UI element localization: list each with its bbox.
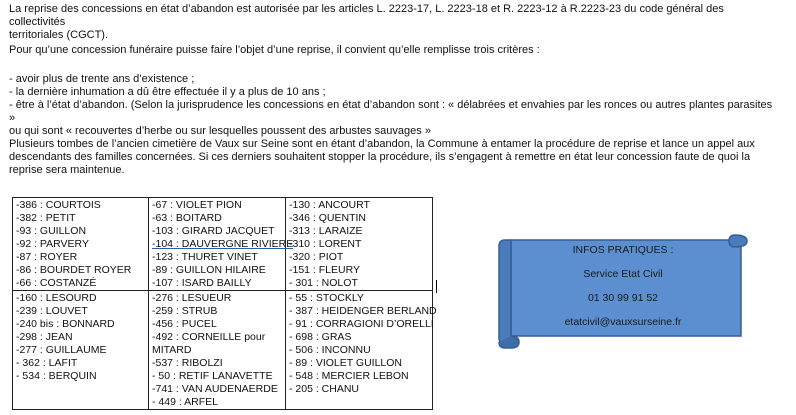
infos-scroll-box — [495, 232, 751, 351]
criteria-item: - être à l’état d’abandon. (Selon la jurisprudence les concessions en état d’abandon sont : « délabrées et envahies par les ronces ou autres plantes parasites » — [9, 99, 773, 124]
grave-entry: -456 : PUCEL — [152, 318, 217, 330]
grave-entry: -386 : COURTOIS — [16, 199, 101, 211]
table-cell — [149, 291, 286, 410]
grave-entry: -277 : GUILLAUME — [16, 344, 107, 356]
text-line: descendants des familles concernées. Si ces derniers souhaitent stopper la procédure, ils s’engagent à remettre en état leur concession faute de quoi la — [9, 151, 751, 163]
text-line: territoriales (CGCT). — [9, 29, 109, 41]
scroll-roll-top — [729, 235, 747, 247]
grave-entry: - 50 : RETIF LANAVETTE — [152, 370, 273, 382]
grave-entry: -107 : ISARD BAILLY — [152, 277, 252, 289]
grave-entry: - 506 : INCONNU — [289, 344, 371, 356]
grave-entry: - 387 : HEIDENGER BERLAND — [289, 305, 437, 317]
table-cell — [286, 198, 433, 291]
grave-entry: -92 : PARVERY — [16, 238, 89, 250]
grave-entry: -310 : LORENT — [289, 238, 362, 250]
grave-entry: - 91 : CORRAGIONI D’ORELLI — [289, 318, 434, 330]
grave-entry: -63 : BOITARD — [152, 212, 222, 224]
grave-entry: - 362 : LAFIT — [16, 357, 78, 369]
grave-entry: -240 bis : BONNARD — [16, 318, 115, 330]
grave-entry: -66 : COSTANZÉ — [16, 277, 97, 289]
grave-entry: -239 : LOUVET — [16, 305, 88, 317]
criteria-intro-paragraph — [9, 44, 779, 57]
grave-entry: - 449 : ARFEL — [152, 396, 218, 408]
grave-entry: - 89 : VIOLET GUILLON — [289, 357, 403, 369]
intro-paragraph — [9, 3, 779, 42]
text-cursor — [436, 280, 437, 293]
grave-entry: -346 : QUENTIN — [289, 212, 367, 224]
grave-entry: -537 : RIBOLZI — [152, 357, 223, 369]
grave-entry: - 55 : STOCKLY — [289, 292, 364, 304]
grave-entry: -130 : ANCOURT — [289, 199, 370, 211]
grave-entry: -151 : FLEURY — [289, 264, 361, 276]
grave-entry: -320 : PIOT — [289, 251, 344, 263]
table-row — [13, 198, 433, 291]
grave-entry: -89 : GUILLON HILAIRE — [152, 264, 266, 276]
infos-email[interactable]: etatcivil@vauxsurseine.fr — [564, 316, 682, 328]
text-line: reprise sera maintenue. — [9, 164, 125, 176]
grave-entry: -259 : STRUB — [152, 305, 218, 317]
criteria-item: - la dernière inhumation a dû être effectuée il y a plus de 10 ans ; — [9, 86, 326, 98]
grave-entry: -382 : PETIT — [16, 212, 76, 224]
text-line: La reprise des concessions en état d’abandon est autorisée par les articles L. 2223-17, L. 2223-18 et R. 2223-12 à R.2223-23 du code général des collectivités — [9, 3, 724, 28]
grave-entry: MITARD — [152, 344, 192, 356]
criteria-list — [9, 73, 779, 138]
criteria-item-continued: ou qui sont « recouvertes d’herbe ou sur lesquelles poussent des arbustes sauvages » — [9, 125, 431, 137]
infos-title: INFOS PRATIQUES : — [572, 244, 674, 256]
grave-entry: -93 : GUILLON — [16, 225, 87, 237]
grave-entry: - 205 : CHANU — [289, 383, 360, 395]
table-cell — [13, 198, 149, 291]
infos-phone: 01 30 99 91 52 — [587, 292, 659, 304]
grave-entry: -103 : GIRARD JACQUET — [152, 225, 275, 237]
grave-entry: -87 : ROYER — [16, 251, 78, 263]
grave-entry: -298 : JEAN — [16, 331, 73, 343]
grave-entry: -276 : LESUEUR — [152, 292, 232, 304]
grave-entry: - 548 : MERCIER LEBON — [289, 370, 409, 382]
scroll-roll-left — [499, 240, 511, 344]
text-line: Pour qu’une concession funéraire puisse faire l’objet d’une reprise, il convient qu’elle remplisse trois critères : — [9, 44, 540, 56]
grave-entry: -160 : LESOURD — [16, 292, 97, 304]
grave-entry: -741 : VAN AUDENAERDE — [152, 383, 278, 395]
criteria-item: - avoir plus de trente ans d’existence ; — [9, 73, 195, 85]
grave-entry: - 301 : NOLOT — [289, 277, 358, 289]
grave-entry: -104 : DAUVERGNE RIVIERE — [152, 238, 294, 250]
table-cell — [149, 198, 294, 291]
grave-entry: - 698 : GRAS — [289, 331, 352, 343]
grave-entry: -313 : LARAIZE — [289, 225, 363, 237]
table-row — [13, 291, 433, 410]
grave-entry: -67 : VIOLET PION — [152, 199, 242, 211]
grave-entry: - 534 : BERQUIN — [16, 370, 97, 382]
abandoned-graves-table — [12, 197, 437, 410]
table-cell — [286, 291, 437, 410]
grave-entry: -123 : THURET VINET — [152, 251, 258, 263]
infos-service: Service Etat Civil — [583, 268, 663, 280]
grave-entry: -492 : CORNEILLE pour — [152, 331, 266, 343]
announcement-paragraph — [9, 138, 779, 177]
table-cell — [13, 291, 149, 410]
text-line: Plusieurs tombes de l’ancien cimetière de Vaux sur Seine sont en étant d’abandon, la Commune à entamer la procédure de reprise et lance un appel aux — [9, 138, 755, 150]
grave-entry: -86 : BOURDET ROYER — [16, 264, 132, 276]
